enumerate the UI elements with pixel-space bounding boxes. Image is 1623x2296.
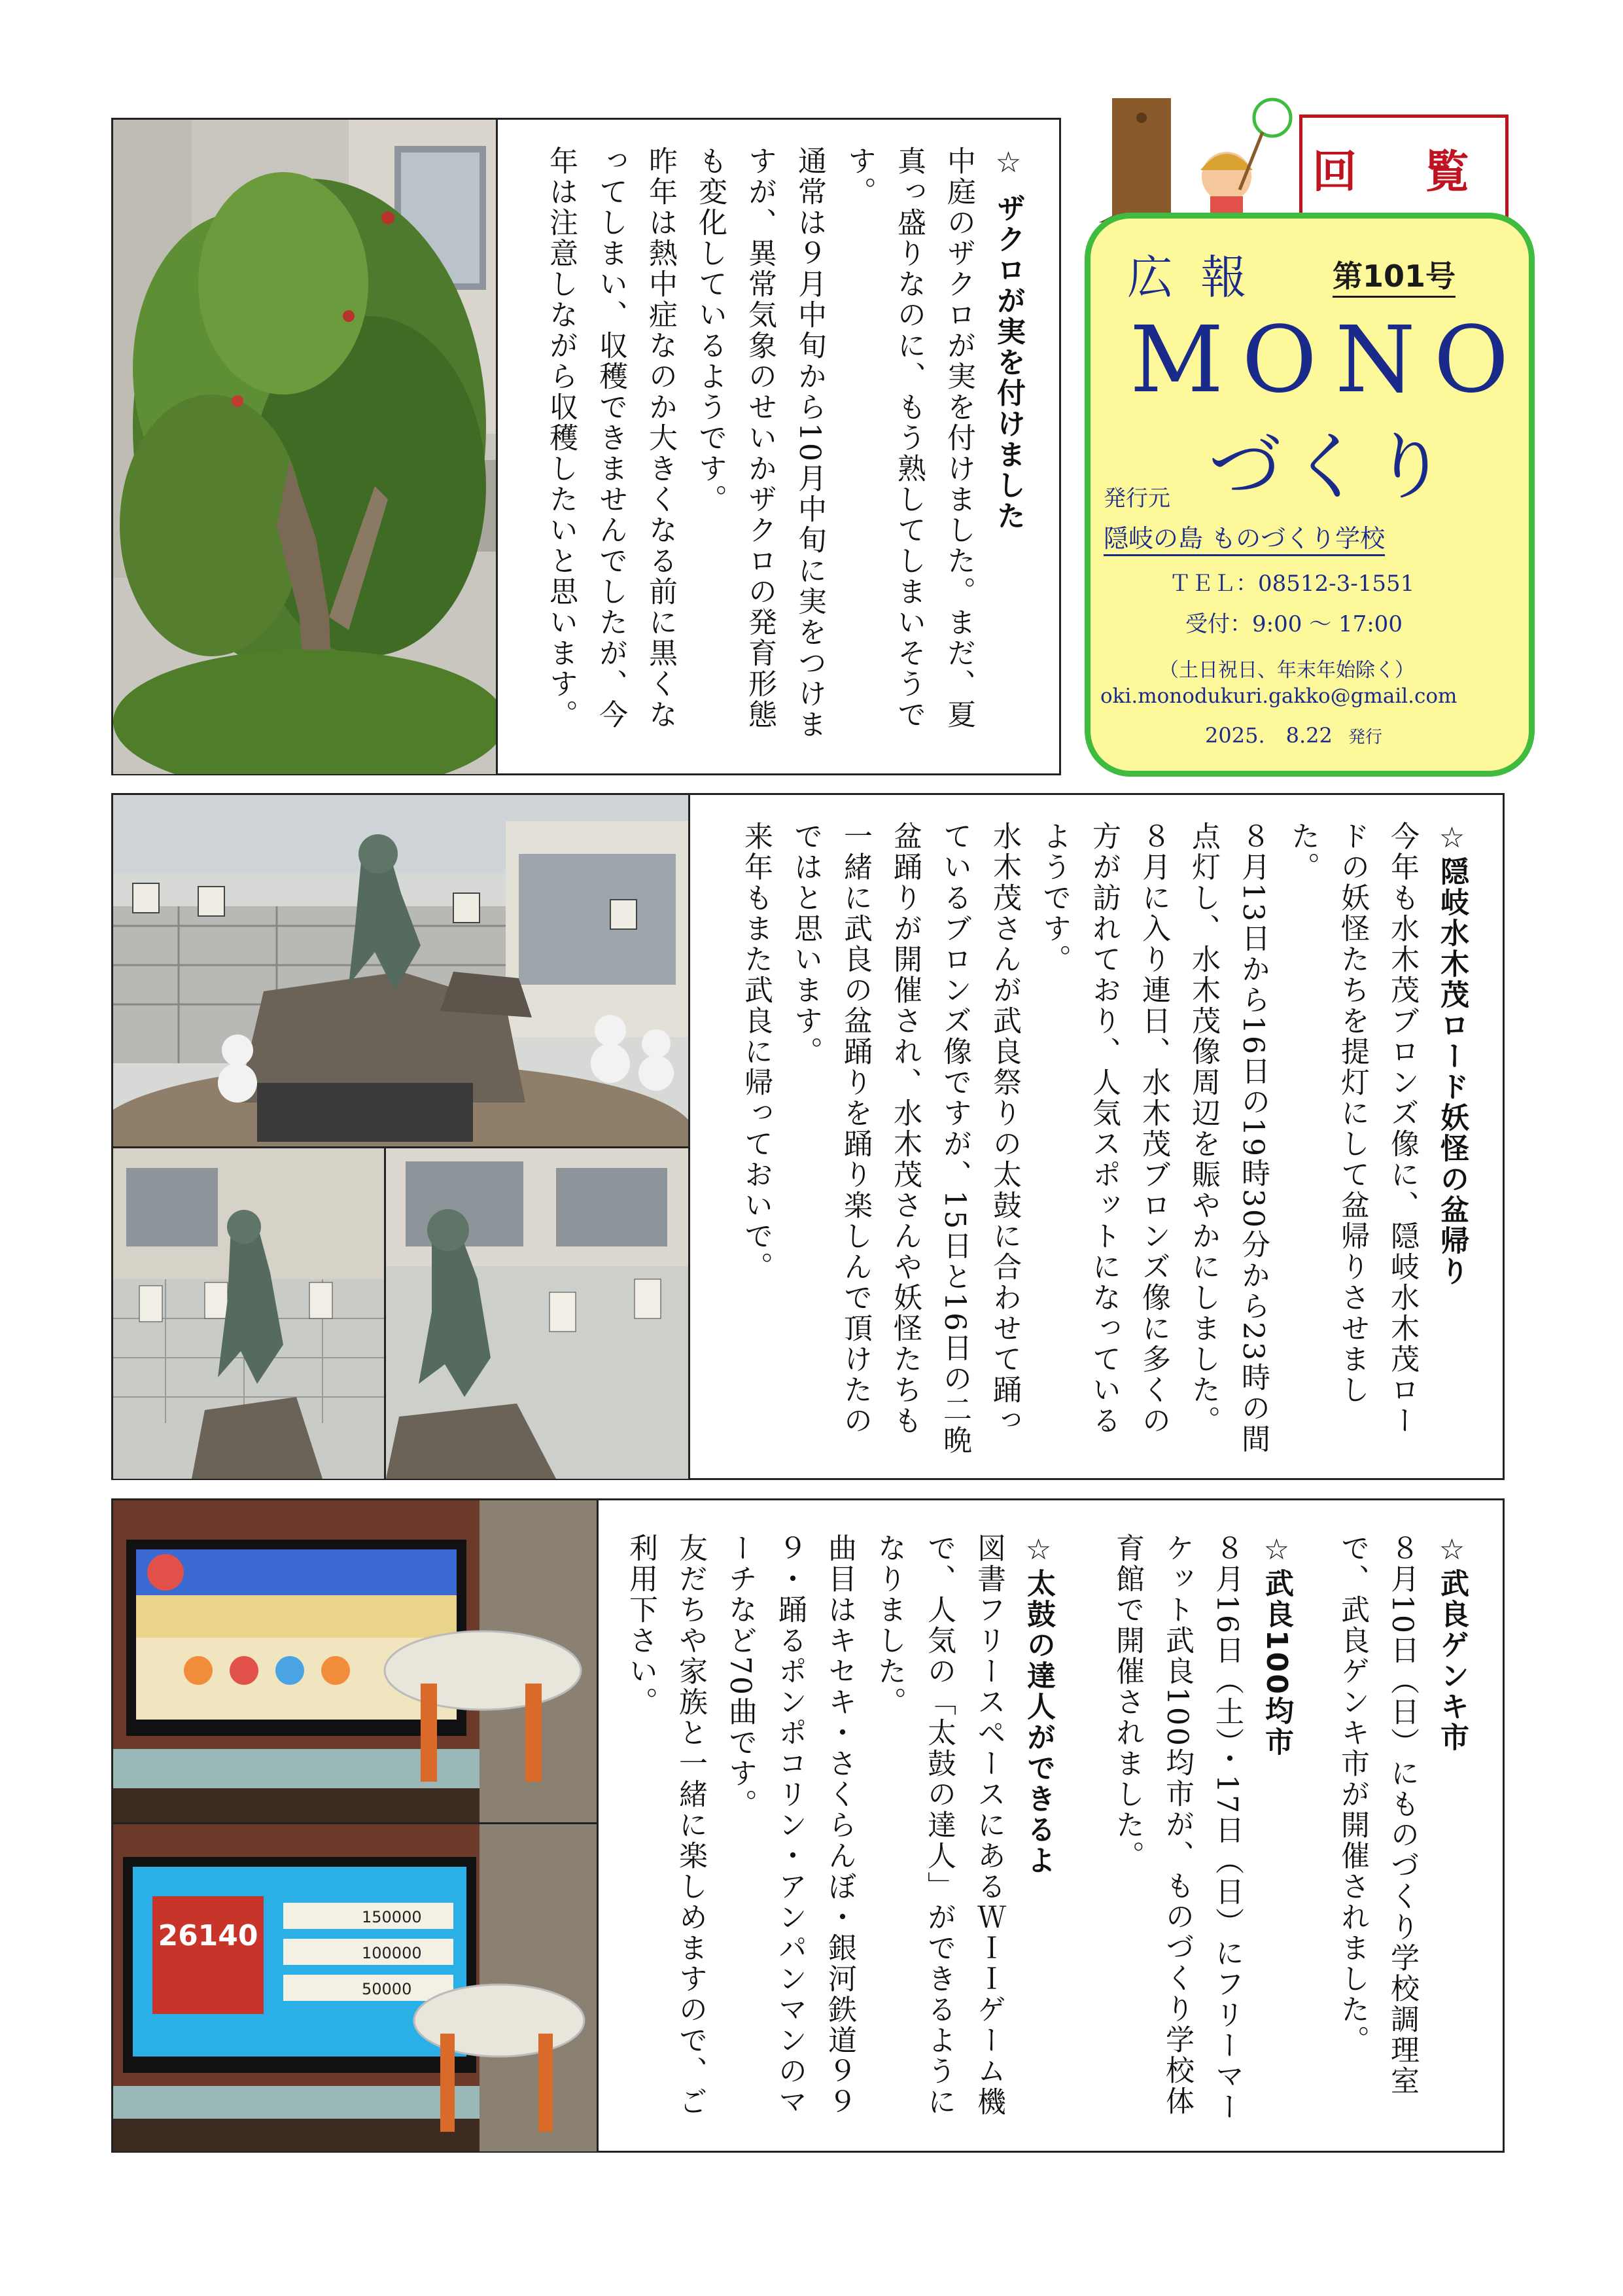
statue-illustration	[113, 795, 690, 1148]
circulation-badge: 回 覧	[1299, 115, 1509, 222]
zakuro-article-box	[111, 118, 1061, 775]
taiko-heading: ☆太鼓の達人ができるよ	[1022, 1533, 1055, 1876]
bon-heading: ☆隠岐水木茂ロード妖怪の盆帰り	[1435, 821, 1469, 1287]
statue-closeup-illustration	[386, 1148, 690, 1479]
zakuro-paragraph-3: 昨年は熱中症なのか大きくなる前に黒くなってしまい、収穫できませんでしたが、今年は注意しながら収穫したいと思います。	[544, 146, 677, 730]
bronze-statue-photo	[113, 795, 690, 1148]
bon-article-box	[111, 793, 1505, 1480]
events-article-box	[111, 1498, 1505, 2153]
hyakkin-heading: ☆武良100均市	[1260, 1533, 1293, 1757]
title-zukuri: づくり	[1208, 425, 1456, 510]
issue-date-value: 2025. 8.22	[1205, 723, 1333, 748]
hyakkin-paragraph-1: ８月16日（土）・17日（日）にフリーマーケット武良100均市が、ものづくり学校体育館で開催されました。	[1111, 1533, 1244, 2123]
taiko-paragraph-2: 曲目はキセキ・さくらんぼ・銀河鉄道９９９・踊るポンポコリン・アンパンマンのマーチなど70曲です。	[724, 1533, 856, 2117]
taiko-paragraph-1: 図書フリースペースにあるＷＩＩゲーム機で、人気の「太鼓の達人」ができるようになりました。	[873, 1533, 1005, 2117]
statue-lanterns-illustration	[113, 1148, 386, 1479]
taiko-score-photo	[113, 1824, 599, 2151]
bon-paragraph-5: 来年もまた武良に帰っておいで。	[739, 821, 773, 1282]
taiko-paragraph-3: 友だちや家族と一緒に楽しめますので、ご利用下さい。	[624, 1533, 707, 2117]
issue-date	[1205, 719, 1382, 749]
zakuro-paragraph-1: 中庭のザクロが実を付けました。まだ、夏真っ盛りなのに、もう熟してしまいそうです。	[843, 146, 975, 730]
genki-heading: ☆武良ゲンキ市	[1435, 1533, 1469, 1753]
bon-paragraph-1: 今年も水木茂ブロンズ像に、隠岐水木茂ロードの妖怪たちを提灯にして盆帰りさせました。	[1286, 821, 1419, 1436]
tel: ＴＥＬ：08512-3-1551	[1169, 571, 1415, 597]
taiko-big-score: 26140	[158, 1919, 258, 1952]
genki-paragraph-1: ８月10日（日）にものづくり学校調理室で、武良ゲンキ市が開催されました。	[1336, 1533, 1419, 2096]
publisher-name: 隠岐の島 ものづくり学校	[1104, 518, 1385, 556]
taiko-game-photo	[113, 1500, 599, 1824]
zakuro-paragraph-2: 通常は９月中旬から10月中旬に実をつけますが、異常気象のせいかザクロの発育形態も変化しているようです。	[693, 146, 826, 740]
taiko-game-illustration	[113, 1500, 599, 1824]
masthead	[1085, 213, 1535, 777]
taiko-score-illustration	[113, 1824, 599, 2151]
publisher-label: 発行元	[1104, 486, 1170, 512]
hours: 受付：9:00 ～ 17:00	[1185, 611, 1403, 637]
koho-label: 広 報	[1127, 251, 1253, 304]
taiko-score-2: 100000	[362, 1944, 422, 1962]
taiko-score-1: 150000	[362, 1908, 422, 1926]
taiko-score-3: 50000	[362, 1980, 412, 1998]
closed-days: （土日祝日、年末年始除く）	[1159, 659, 1414, 682]
statue-closeup-photo	[386, 1148, 690, 1479]
zakuro-heading: ☆ ザクロが実を付けました	[992, 146, 1025, 532]
zakuro-article-text	[497, 146, 1033, 754]
issue-date-suffix: 発行	[1348, 728, 1383, 747]
bon-article-text	[724, 821, 1476, 1459]
bon-paragraph-4: 水木茂さんが武良祭りの太鼓に合わせて踊っているブロンズ像ですが、15日と16日の二晩盆踊りが開催され、水木茂さんや妖怪たちも一緒に武良の盆踊りを踊り楽しんで頂けたのではと思います。	[789, 821, 1021, 1456]
tree-illustration	[113, 120, 498, 774]
email: oki.monodukuri.gakko@gmail.com	[1100, 684, 1457, 708]
issue-number: 第101号	[1333, 253, 1456, 298]
bon-paragraph-3: ８月に入り連日、水木茂ブロンズ像に多くの方が訪れており、人気スポットになっているようです。	[1038, 821, 1170, 1436]
events-article-text	[626, 1533, 1476, 2128]
title-mono: MONO	[1130, 307, 1527, 414]
bon-paragraph-2: ８月13日から16日の19時30分から23時の間点灯し、水木茂像周辺を賑やかにしました。	[1187, 821, 1270, 1455]
pomegranate-tree-photo	[113, 120, 498, 774]
mascot-illustration	[1086, 92, 1302, 222]
statue-lanterns-photo	[113, 1148, 386, 1479]
